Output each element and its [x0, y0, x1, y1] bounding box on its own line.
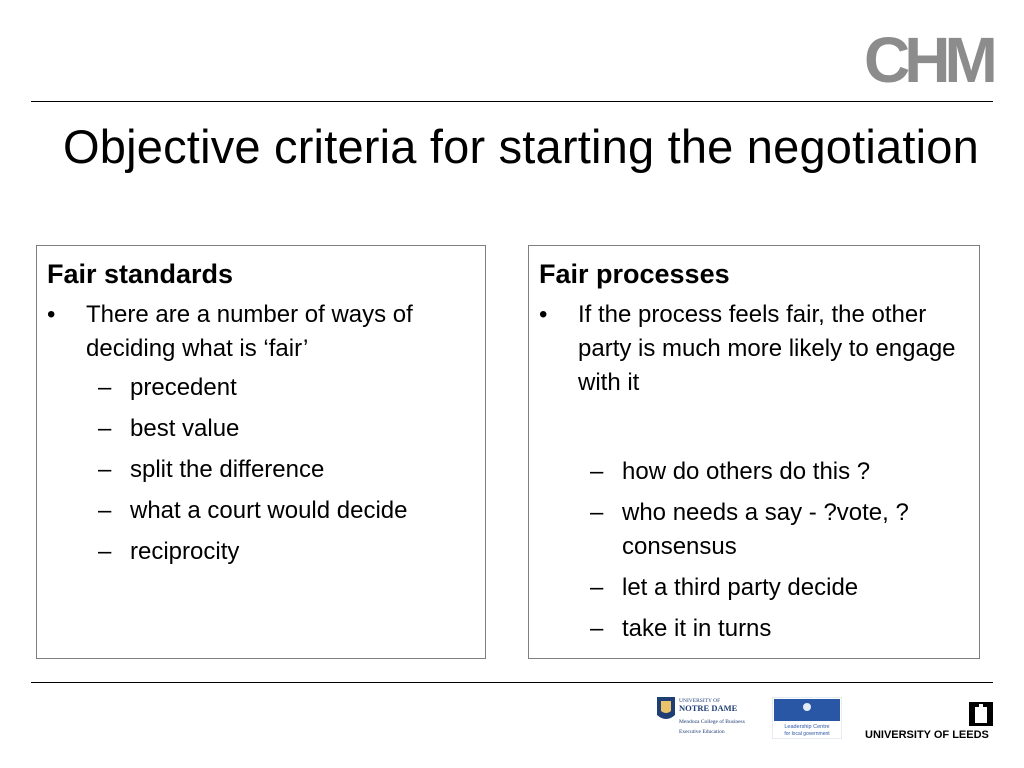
list-item: [98, 412, 475, 446]
dash-icon: –: [98, 538, 112, 565]
list-item: [98, 371, 475, 405]
svg-text:CHM: CHM: [864, 30, 992, 88]
list-item: [590, 612, 969, 646]
svg-text:for local government: for local government: [784, 731, 830, 737]
bullet-point: [47, 298, 475, 366]
svg-text:Executive Education: Executive Education: [679, 729, 725, 735]
list-item-text: how do others do this ?: [622, 458, 871, 485]
list-item: [98, 535, 475, 569]
list-item-text: split the difference: [130, 456, 325, 483]
list-item-text: precedent: [130, 374, 237, 401]
notre-dame-logo: [655, 695, 750, 740]
svg-text:UNIVERSITY OF: UNIVERSITY OF: [679, 698, 721, 704]
dash-icon: –: [98, 497, 112, 524]
svg-text:UNIVERSITY OF LEEDS: UNIVERSITY OF LEEDS: [865, 729, 989, 741]
top-divider: [31, 101, 993, 102]
dash-icon: –: [590, 458, 604, 485]
list-item-text: reciprocity: [130, 538, 240, 565]
dash-icon: –: [590, 574, 604, 601]
fair-standards-panel: [36, 245, 486, 659]
dash-icon: –: [98, 415, 112, 442]
list-item-text: best value: [130, 415, 240, 442]
dash-icon: –: [98, 456, 112, 483]
list-item-text: take it in turns: [622, 615, 772, 642]
bullet-text: If the process feels fair, the other party is much more likely to engage with it: [578, 301, 956, 396]
list-item: [590, 571, 969, 605]
svg-text:Leadership Centre: Leadership Centre: [784, 724, 830, 730]
dash-icon: –: [590, 615, 604, 642]
fair-processes-panel: [528, 245, 980, 659]
list-item-text: let a third party decide: [622, 574, 859, 601]
university-of-leeds-logo: [865, 702, 995, 742]
bullet-icon: •: [539, 301, 548, 328]
panel-heading: Fair processes: [539, 259, 730, 289]
list-item-text: who needs a say - ?vote, ?consensus: [622, 499, 909, 560]
list-item: [590, 496, 969, 564]
chm-logo: [864, 30, 994, 88]
bottom-divider: [31, 682, 993, 683]
svg-text:NOTRE DAME: NOTRE DAME: [679, 703, 738, 713]
list-item-text: what a court would decide: [130, 497, 408, 524]
slide-title: Objective criteria for starting the negotiation: [63, 120, 979, 173]
bullet-text: There are a number of ways of deciding what is ‘fair’: [86, 301, 413, 362]
list-item: [98, 453, 475, 487]
bullet-point: [539, 298, 969, 400]
list-item: [98, 494, 475, 528]
panel-heading: Fair standards: [47, 259, 234, 289]
svg-text:Mendoza College of Business: Mendoza College of Business: [679, 719, 745, 725]
spacer: [539, 405, 969, 455]
dash-icon: –: [98, 374, 112, 401]
leadership-centre-logo: [772, 697, 842, 739]
bullet-icon: •: [47, 301, 56, 328]
list-item: [590, 455, 969, 489]
dash-icon: –: [590, 499, 604, 526]
